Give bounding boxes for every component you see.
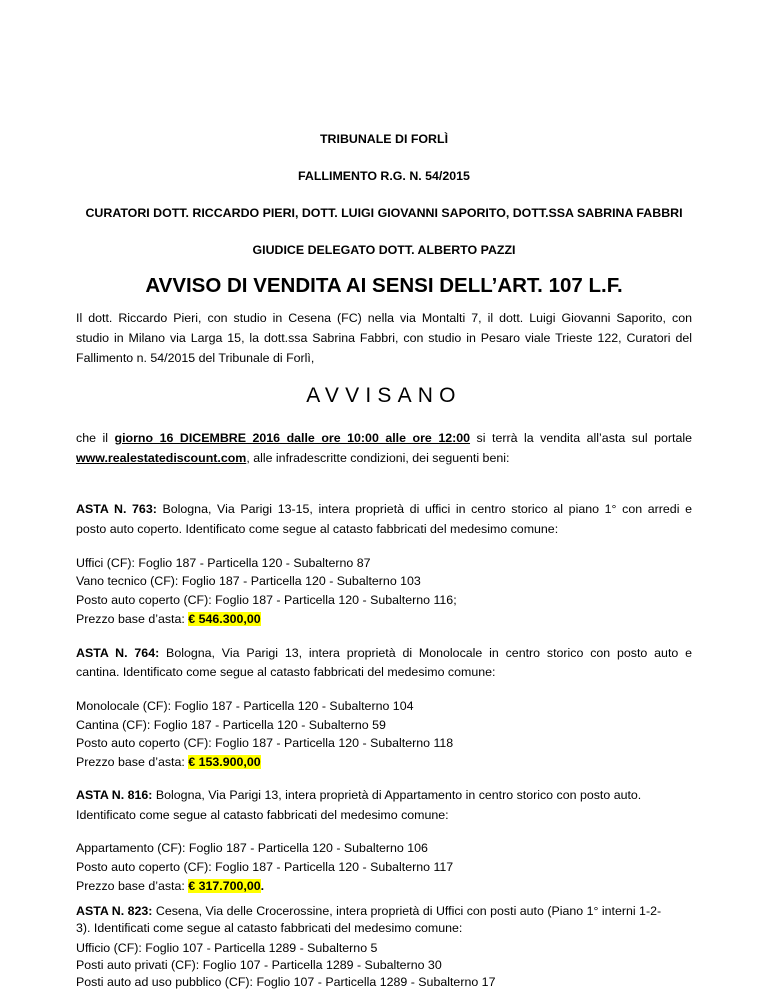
price-label: Prezzo base d’asta: [76, 755, 189, 769]
price-label: Prezzo base d’asta: [76, 879, 189, 893]
notice-pre: che il [76, 431, 115, 445]
lot-816-desc-line-1 [76, 788, 641, 802]
lot-823-desc: Cesena, Via delle Crocerossine, intera proprietà di Uffici con posti auto (Piano 1° interni 1-2- [152, 904, 662, 918]
lot-816-price: € 317.700,00 [188, 879, 261, 893]
lot-763-price: € 546.300,00 [188, 612, 261, 626]
lot-823-item: Posti auto privati (CF): Foglio 107 - Particella 1289 - Subalterno 30 [76, 958, 442, 972]
lot-764-desc-line-2: cantina. Identificato come segue al catasto fabbricati del medesimo comune: [76, 665, 496, 679]
portal-link[interactable]: www.realestatediscount.com [76, 451, 247, 465]
court-heading: TRIBUNALE DI FORLÌ [319, 132, 449, 146]
lot-823-desc-line-2: 3). Identificati come segue al catasto fabbricati del medesimo comune: [76, 921, 463, 935]
lot-764-item: Posto auto coperto (CF): Foglio 187 - Particella 120 - Subalterno 118 [76, 736, 454, 750]
lot-763-item: Uffici (CF): Foglio 187 - Particella 120 - Subalterno 87 [76, 556, 371, 570]
notice-line-1 [76, 431, 692, 445]
intro-line-3: Fallimento n. 54/2015 del Tribunale di Forlì, [76, 351, 315, 365]
lot-816-item: Appartamento (CF): Foglio 187 - Particella 120 - Subalterno 106 [76, 841, 428, 855]
auction-date: giorno 16 DICEMBRE 2016 dalle ore 10:00 alle ore 12:00 [114, 431, 471, 445]
lot-763-desc-line-1 [76, 502, 692, 516]
case-heading: FALLIMENTO R.G. N. 54/2015 [298, 169, 470, 183]
lot-763-id: ASTA N. 763: [76, 502, 157, 516]
price-suffix: . [260, 879, 265, 893]
lot-763-desc-line-2: posto auto coperto. Identificato come segue al catasto fabbricati del medesimo comune: [76, 522, 559, 536]
lot-816-price-line [76, 879, 264, 893]
lot-823-item: Posti auto ad uso pubblico (CF): Foglio 107 - Particella 1289 - Subalterno 17 [76, 975, 496, 989]
lot-764-price-line [76, 755, 261, 769]
lot-764-price: € 153.900,00 [188, 755, 261, 769]
lot-823-desc-line-1 [76, 904, 661, 918]
lot-764-desc: Bologna, Via Parigi 13, intera proprietà di Monolocale in centro storico con posto auto e [159, 646, 692, 660]
lot-763-desc: Bologna, Via Parigi 13-15, intera proprietà di uffici in centro storico al piano 1° con arredi e [156, 502, 692, 516]
lot-816-desc-line-2: Identificato come segue al catasto fabbricati del medesimo comune: [76, 808, 449, 822]
curators-heading: CURATORI DOTT. RICCARDO PIERI, DOTT. LUIGI GIOVANNI SAPORITO, DOTT.SSA SABRINA FABBRI [85, 206, 683, 220]
lot-764-desc-line-1 [76, 646, 692, 660]
lot-823-id: ASTA N. 823: [76, 904, 153, 918]
lot-823-item: Ufficio (CF): Foglio 107 - Particella 1289 - Subalterno 5 [76, 941, 378, 955]
lot-763-item: Vano tecnico (CF): Foglio 187 - Particella 120 - Subalterno 103 [76, 574, 421, 588]
lot-816-desc: Bologna, Via Parigi 13, intera proprietà di Appartamento in centro storico con posto auto. [152, 788, 642, 802]
lot-816-id: ASTA N. 816: [76, 788, 153, 802]
notice-mid: si terrà la vendita all’asta sul portale [470, 431, 692, 445]
price-label: Prezzo base d’asta: [76, 612, 189, 626]
lot-816-item: Posto auto coperto (CF): Foglio 187 - Particella 120 - Subalterno 117 [76, 860, 454, 874]
lot-763-item: Posto auto coperto (CF): Foglio 187 - Particella 120 - Subalterno 116; [76, 593, 457, 607]
notice-post: , alle infradescritte condizioni, dei seguenti beni: [246, 451, 510, 465]
intro-line-1: Il dott. Riccardo Pieri, con studio in Cesena (FC) nella via Montalti 7, il dott. Luigi Giovanni Saporito, con [76, 311, 692, 325]
avvisano-heading: AVVISANO [306, 384, 462, 407]
intro-line-2: studio in Milano via Larga 15, la dott.ssa Sabrina Fabbri, con studio in Pesaro viale Trieste 122, Curatori del [76, 331, 692, 345]
judge-heading: GIUDICE DELEGATO DOTT. ALBERTO PAZZI [252, 243, 516, 257]
document-title: AVVISO DI VENDITA AI SENSI DELL’ART. 107 L.F. [145, 274, 623, 297]
notice-line-2 [76, 451, 509, 465]
lot-763-price-line [76, 612, 261, 626]
lot-764-id: ASTA N. 764: [76, 646, 160, 660]
lot-764-item: Cantina (CF): Foglio 187 - Particella 120 - Subalterno 59 [76, 718, 386, 732]
lot-764-item: Monolocale (CF): Foglio 187 - Particella 120 - Subalterno 104 [76, 699, 414, 713]
